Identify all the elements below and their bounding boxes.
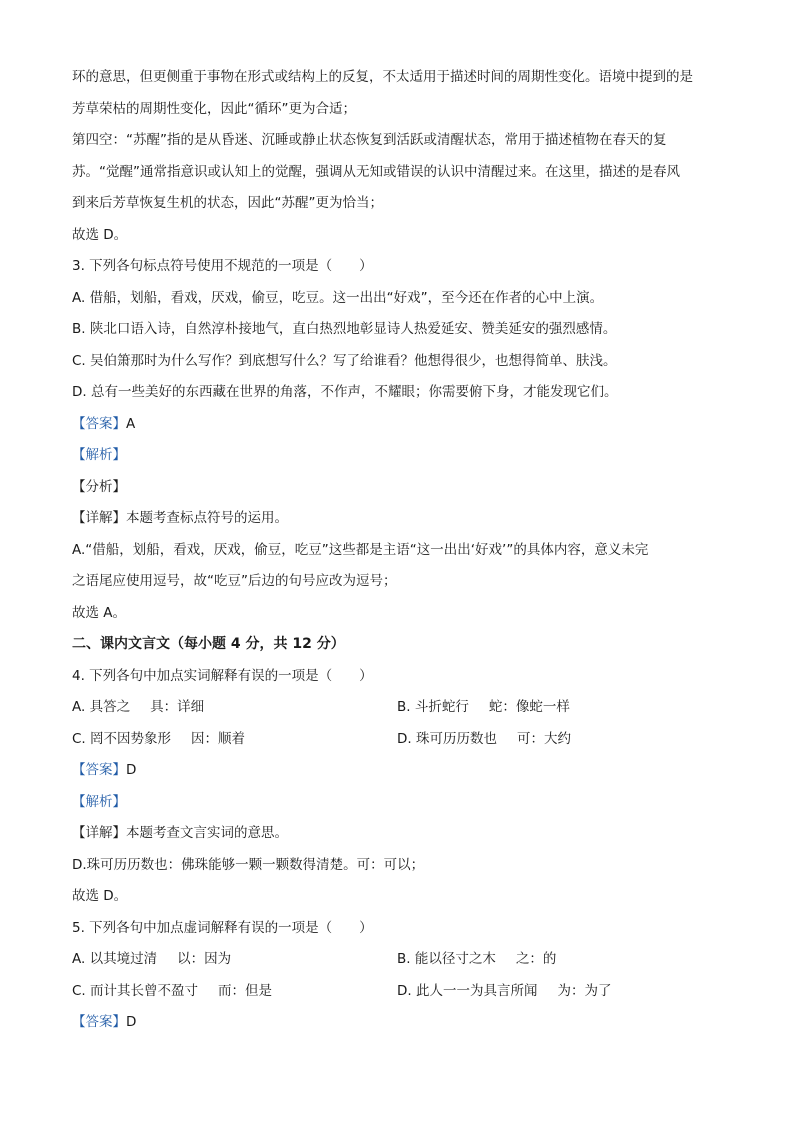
question-5-options-row — [72, 944, 728, 976]
fenxi-tag: 【分析】 — [72, 478, 126, 495]
paragraph-line: 第四空：“苏醒”指的是从昏迷、沉睡或静止状态恢复到活跃或清醒状态，常用于描述植物在春天的复 — [72, 132, 667, 148]
question-5-options-row — [72, 976, 728, 1008]
question-3-explanation: 之语尾应使用逗号，故“吃豆”后边的句号应改为逗号； — [72, 573, 397, 589]
question-3-option-b: B. 陕北口语入诗，自然淳朴接地气，直白热烈地彰显诗人热爱延安、赞美延安的强烈感情。 — [72, 321, 617, 337]
question-4-option-c — [72, 724, 397, 756]
option-gloss: 之：的 — [515, 951, 557, 967]
option-gloss: 因：顺着 — [191, 730, 246, 747]
option-gloss: 以：因为 — [177, 951, 232, 967]
paragraph-line: 芳草荣枯的周期性变化，因此“循环”更为合适； — [72, 100, 356, 117]
question-3-option-c: C. 吴伯箫那时为什么写作？到底想写什么？写了给谁看？他想得很少，也想得简单、肤浅。 — [72, 352, 617, 369]
answer-value: A — [126, 415, 136, 432]
option-text: C. 罔不因势象形 — [72, 730, 172, 747]
question-3-detail — [72, 503, 728, 535]
question-3-explanation: A.“借船，划船，看戏，厌戏，偷豆，吃豆”这些都是主语“这一出出‘好戏’”的具体内容，意义未完 — [72, 541, 649, 558]
conclusion-line: 故选 D。 — [72, 226, 128, 243]
option-gloss: 可：大约 — [516, 730, 571, 747]
section-title: 二、课内文言文（每小题 4 分，共 12 分） — [72, 636, 345, 652]
detail-tag: 【详解】 — [72, 825, 126, 841]
document-page — [72, 62, 728, 1039]
question-4-conclusion: 故选 D。 — [72, 888, 128, 904]
answer-value: D — [126, 1014, 137, 1030]
option-gloss: 而：但是 — [218, 982, 273, 999]
question-4-stem: 4. 下列各句中加点实词解释有误的一项是（ ） — [72, 667, 373, 684]
option-text: A. 具答之 — [72, 699, 131, 715]
question-5-option-a — [72, 944, 397, 976]
question-3-option-d: D. 总有一些美好的东西藏在世界的角落，不作声，不耀眼；你需要俯下身，才能发现它们。 — [72, 384, 618, 400]
question-3-option-a: A. 借船，划船，看戏，厌戏，偷豆，吃豆。这一出出“好戏”，至今还在作者的心中上演。 — [72, 289, 604, 306]
question-4-option-b — [397, 692, 570, 724]
answer-tag: 【答案】 — [72, 1014, 126, 1030]
question-5-option-c — [72, 976, 397, 1008]
option-text: C. 而计其长曾不盈寸 — [72, 982, 199, 999]
paragraph-line: 环的意思，但更侧重于事物在形式或结构上的反复，不太适用于描述时间的周期性变化。语境中提到的是 — [72, 69, 693, 85]
question-4-answer — [72, 755, 728, 787]
question-3-fenxi — [72, 472, 728, 504]
question-3-analysis — [72, 440, 728, 472]
option-text: D. 珠可历历数也 — [397, 730, 497, 747]
question-4-analysis — [72, 787, 728, 819]
question-4-option-a — [72, 692, 397, 724]
option-gloss: 为：为了 — [557, 982, 612, 999]
question-5-answer — [72, 1007, 728, 1039]
answer-tag: 【答案】 — [72, 762, 126, 778]
question-3-answer — [72, 409, 728, 441]
question-5-option-b — [397, 944, 556, 976]
answer-value: D — [126, 762, 137, 778]
option-text: B. 能以径寸之木 — [397, 951, 496, 967]
question-4-detail — [72, 818, 728, 850]
paragraph-line: 苏。“觉醒”通常指意识或认知上的觉醒，强调从无知或错误的认识中清醒过来。在这里，描述的是春风 — [72, 163, 680, 180]
analysis-tag: 【解析】 — [72, 447, 126, 463]
option-gloss: 蛇：像蛇一样 — [488, 699, 570, 715]
question-5-stem: 5. 下列各句中加点虚词解释有误的一项是（ ） — [72, 919, 373, 936]
option-text: B. 斗折蛇行 — [397, 699, 469, 715]
paragraph-line: 到来后芳草恢复生机的状态，因此“苏醒”更为恰当； — [72, 195, 383, 211]
option-text: D. 此人一一为具言所闻 — [397, 982, 538, 999]
question-4-explanation: D.珠可历历数也：佛珠能够一颗一颗数得清楚。可：可以； — [72, 856, 425, 873]
detail-tag: 【详解】 — [72, 510, 126, 526]
analysis-tag: 【解析】 — [72, 793, 126, 810]
detail-text: 本题考查标点符号的运用。 — [126, 510, 288, 526]
question-4-options-row — [72, 724, 728, 756]
question-3-conclusion: 故选 A。 — [72, 604, 127, 621]
question-3-stem: 3. 下列各句标点符号使用不规范的一项是（ ） — [72, 258, 373, 274]
question-5-option-d — [397, 976, 611, 1008]
option-text: A. 以其境过清 — [72, 951, 158, 967]
question-4-options-row — [72, 692, 728, 724]
question-4-option-d — [397, 724, 571, 756]
answer-tag: 【答案】 — [72, 415, 126, 432]
option-gloss: 具：详细 — [150, 699, 205, 715]
detail-text: 本题考查文言实词的意思。 — [126, 825, 288, 841]
